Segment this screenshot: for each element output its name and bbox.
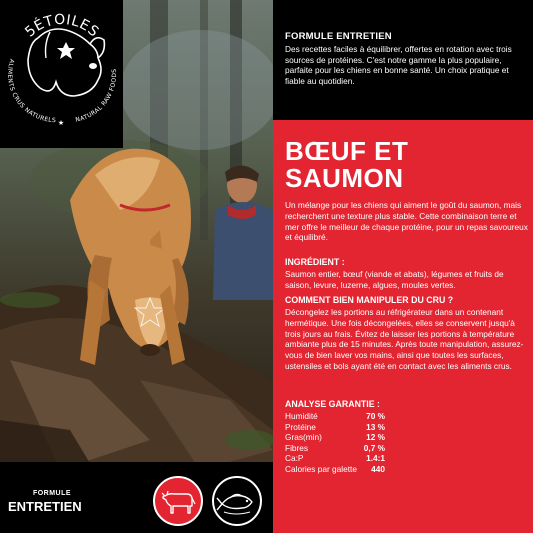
formula-description: Des recettes faciles à équilibrer, offertes en rotation avec trois sources de protéines. C'est notre gamme la plus populaire, parfaite pour les chiens en bonne santé. Un choix pratique et fiable au quotidien.: [285, 44, 512, 86]
analysis-value: 12 %: [366, 432, 385, 443]
analysis-row: [285, 422, 385, 433]
svg-text:ALIMENTS CRUS NATURELS: ALIMENTS CRUS NATURELS: [5, 58, 57, 125]
svg-text:★: ★: [57, 119, 65, 127]
formula-panel: [273, 0, 533, 120]
handling-text: Décongelez les portions au réfrigérateur dans un contenant hermétique. Une fois décongelées, elles se conservent jusqu'à trois jours au frais. Évitez de laisser les portions à température ambiante plus de 15 minutes. Après toute manipulation, assurez-vous de bien laver vos mains, ainsi que toutes les surfaces, ustensiles et bols ayant été en contact avec les aliments crus.: [285, 307, 524, 371]
ingredients-heading: INGRÉDIENT :: [285, 257, 345, 267]
analysis-value: 440: [371, 463, 385, 474]
product-panel: [273, 120, 533, 533]
handling-heading: COMMENT BIEN MANIPULER DU CRU ?: [285, 295, 454, 305]
analysis-row: [285, 432, 385, 443]
analysis-row: [285, 411, 385, 422]
brand-logo: [0, 0, 123, 148]
analysis-label: Ca:P: [285, 453, 304, 464]
svg-text:5ÉTOILES: 5ÉTOILES: [22, 11, 102, 41]
product-title: BŒUF ET SAUMON: [285, 136, 409, 193]
analysis-label: Humidité: [285, 411, 318, 421]
cow-icon: [153, 476, 203, 526]
analysis-label: Calories par galette: [285, 463, 357, 474]
analysis-value: 1.4:1: [366, 453, 385, 464]
formule-label: FORMULE: [32, 490, 72, 497]
analysis-label: Protéine: [285, 421, 316, 432]
salmon-icon: [212, 476, 262, 526]
analysis-value: 13 %: [366, 421, 385, 432]
analysis-row: [285, 453, 385, 464]
analysis-value: 0,7 %: [363, 442, 385, 453]
ingredients-text: Saumon entier, bœuf (viande et abats), légumes et fruits de saison, levure, luzerne, algues, moules vertes.: [285, 269, 504, 290]
analysis-value: 70 %: [366, 411, 385, 421]
product-intro: Un mélange pour les chiens qui aiment le goût du saumon, mais recherchent une texture plus stable. Cette combinaison terre et mer offre le meilleur de chaque protéine, pour un repas savoureux et équilibré.: [285, 200, 528, 243]
formula-title: FORMULE ENTRETIEN: [285, 31, 392, 42]
analysis-table: [285, 411, 385, 475]
analysis-heading: ANALYSE GARANTIE :: [285, 399, 380, 409]
analysis-label: Gras(min): [285, 432, 322, 443]
analysis-row: [285, 443, 385, 454]
analysis-label: Fibres: [285, 442, 309, 453]
analysis-row: [285, 464, 385, 475]
svg-text:NATURAL RAW FOODS: NATURAL RAW FOODS: [74, 68, 119, 124]
entretien-label: ENTRETIEN: [8, 499, 82, 514]
